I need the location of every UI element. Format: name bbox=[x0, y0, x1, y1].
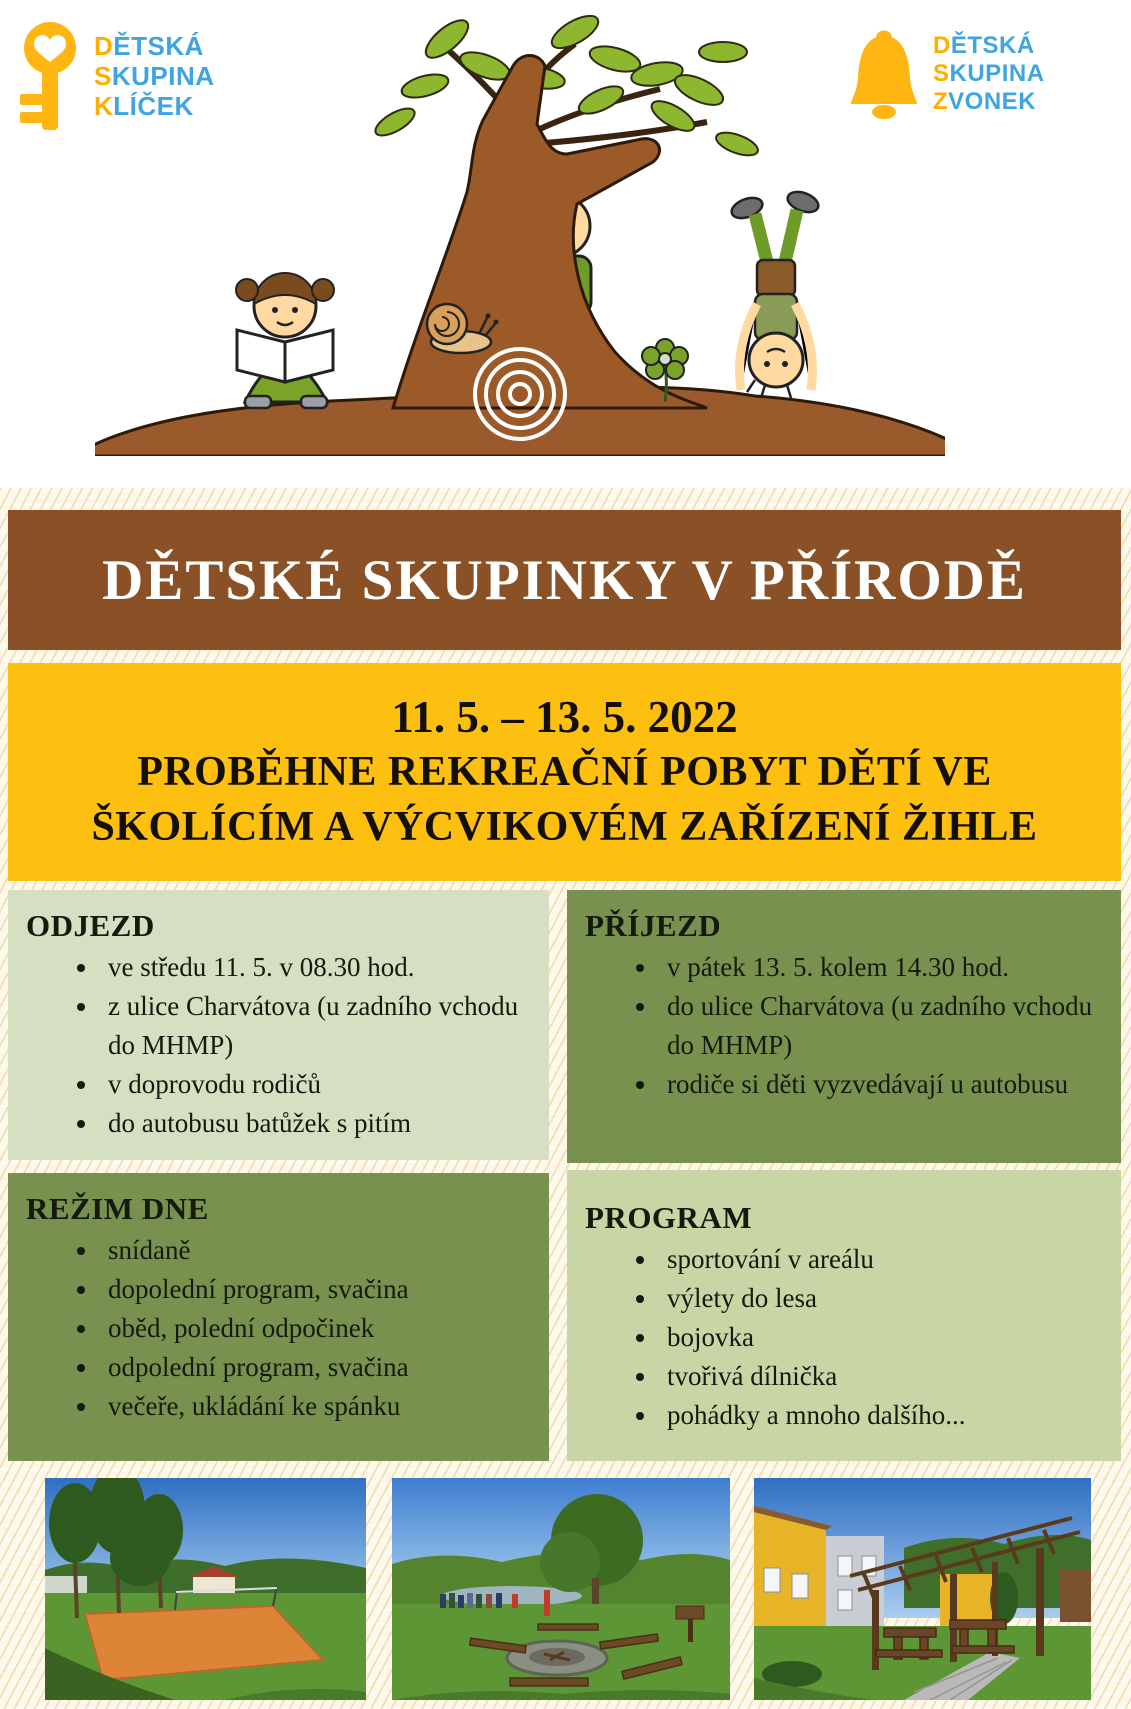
list-item: • snídaně bbox=[100, 1231, 531, 1270]
clay-sports-court-photo bbox=[45, 1478, 366, 1700]
logo-line-rest: KUPINA bbox=[111, 61, 215, 91]
logo-line-rest: VONEK bbox=[948, 88, 1037, 115]
list-item: • z ulice Charvátova (u zadního vchodu do MHMP) bbox=[100, 987, 531, 1065]
key-icon bbox=[12, 20, 84, 132]
tree-children-illustration bbox=[95, 4, 945, 456]
main-title: DĚTSKÉ SKUPINKY V PŘÍRODĚ bbox=[102, 548, 1027, 612]
logo-line-initial: S bbox=[933, 60, 950, 87]
event-dates: 11. 5. – 13. 5. 2022 bbox=[391, 692, 738, 742]
event-line-3: ŠKOLÍCÍM A VÝCVIKOVÉM ZAŘÍZENÍ ŽIHLE bbox=[91, 804, 1038, 850]
section-program-list bbox=[585, 1240, 1103, 1435]
list-item: • bojovka bbox=[659, 1318, 1103, 1357]
logo-zvonek-text bbox=[933, 32, 1045, 116]
logo-line-initial: Z bbox=[933, 88, 949, 115]
list-item: • výlety do lesa bbox=[659, 1279, 1103, 1318]
girl-reading bbox=[236, 273, 334, 408]
logo-line-rest: ĚTSKÁ bbox=[113, 31, 204, 61]
list-item: • v pátek 13. 5. kolem 14.30 hod. bbox=[659, 948, 1103, 987]
logo-line-rest: KUPINA bbox=[949, 60, 1045, 87]
logo-line-rest: ĚTSKÁ bbox=[950, 32, 1035, 59]
list-item: • tvořivá dílnička bbox=[659, 1357, 1103, 1396]
section-rezim-dne-title: REŽIM DNE bbox=[26, 1191, 209, 1226]
list-item: • sportování v areálu bbox=[659, 1240, 1103, 1279]
section-odjezd bbox=[8, 890, 549, 1160]
list-item: • večeře, ukládání ke spánku bbox=[100, 1387, 531, 1426]
event-banner bbox=[8, 663, 1121, 881]
section-prijezd-list bbox=[585, 948, 1103, 1104]
list-item: • rodiče si děti vyzvedávají u autobusu bbox=[659, 1065, 1103, 1104]
logo-line-initial: S bbox=[94, 61, 112, 91]
list-item: • dopolední program, svačina bbox=[100, 1270, 531, 1309]
section-prijezd-title: PŘÍJEZD bbox=[585, 908, 722, 943]
list-item: • v doprovodu rodičů bbox=[100, 1065, 531, 1104]
list-item: • do autobusu batůžek s pitím bbox=[100, 1104, 531, 1143]
logo-line-initial: D bbox=[94, 31, 114, 61]
list-item: • pohádky a mnoho dalšího... bbox=[659, 1396, 1103, 1435]
handstand-boy bbox=[729, 188, 821, 398]
section-odjezd-title: ODJEZD bbox=[26, 908, 155, 943]
main-title-banner bbox=[8, 510, 1121, 650]
list-item: • ve středu 11. 5. v 08.30 hod. bbox=[100, 948, 531, 987]
logo-line-rest: LÍČEK bbox=[113, 91, 194, 121]
list-item: • oběd, polední odpočinek bbox=[100, 1309, 531, 1348]
logo-line-initial: D bbox=[933, 32, 951, 59]
section-program-title: PROGRAM bbox=[585, 1200, 753, 1235]
section-prijezd bbox=[567, 890, 1121, 1163]
list-item: • odpolední program, svačina bbox=[100, 1348, 531, 1387]
event-line-2: PROBĚHNE REKREAČNÍ POBYT DĚTÍ VE bbox=[137, 749, 992, 795]
section-rezim-dne-list bbox=[26, 1231, 531, 1426]
section-program bbox=[567, 1170, 1121, 1461]
wooden-pergola-photo bbox=[754, 1478, 1091, 1700]
campfire-circle-photo bbox=[392, 1478, 730, 1700]
tree-leaves bbox=[371, 9, 760, 160]
logo-line-initial: K bbox=[94, 91, 114, 121]
list-item: • do ulice Charvátova (u zadního vchodu do MHMP) bbox=[659, 987, 1103, 1065]
section-odjezd-list bbox=[26, 948, 531, 1143]
section-rezim-dne bbox=[8, 1173, 549, 1461]
